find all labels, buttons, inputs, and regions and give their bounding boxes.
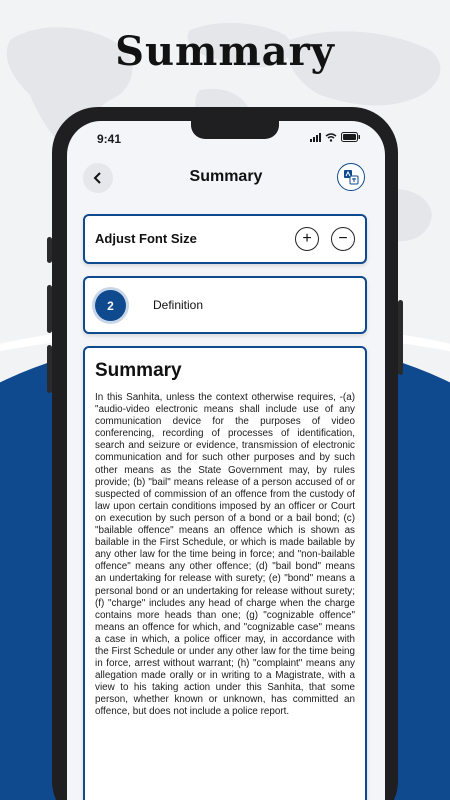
translate-icon bbox=[343, 169, 359, 185]
translate-button[interactable] bbox=[337, 163, 365, 191]
phone-side-button bbox=[47, 345, 52, 393]
promo-title: Summary bbox=[115, 28, 335, 75]
signal-icon bbox=[310, 133, 321, 142]
decrease-font-button[interactable] bbox=[331, 227, 355, 251]
phone-power-button bbox=[398, 300, 403, 375]
definition-card[interactable] bbox=[83, 276, 367, 334]
app-screen bbox=[67, 121, 385, 800]
section-title: Definition bbox=[153, 298, 204, 312]
top-bar bbox=[67, 163, 385, 203]
font-size-label: Adjust Font Size bbox=[95, 231, 197, 246]
summary-heading: Summary bbox=[95, 360, 182, 381]
increase-font-button[interactable] bbox=[295, 227, 319, 251]
status-time: 9:41 bbox=[97, 132, 122, 146]
phone-side-button bbox=[47, 285, 52, 333]
font-size-card bbox=[83, 214, 367, 264]
summary-card bbox=[83, 346, 367, 800]
battery-icon bbox=[341, 132, 361, 142]
minus-icon: − bbox=[338, 230, 348, 247]
phone-notch bbox=[191, 121, 279, 139]
phone-side-button bbox=[47, 237, 52, 263]
summary-body: In this Sanhita, unless the context otherwise requires, -(a) "audio-video electronic means shall include use of any communication device for the purposes of video conferencing, recording of processes of identification, search and seizure or evidence, transmission of electronic communication and for such other purposes and by such other means as the State Government may, by rules provide; (b) "bail" means release of a person accused of or suspected of commission of an offence from the custody of law upon certain conditions imposed by an officer or Court on execution by such person of a bond or a bail bond; (c) "bailable offence" means an offence which is shown as bailable in the First Schedule, or which is made bailable by any other law for the time being in force; and "non-bailable offence" means any other offence; (d) "bail bond" means an undertaking for release with surety; (e) "bond" means a personal bond or an undertaking for release without surety; (f) "charge" includes any head of charge when the charge contains more heads than one; (g) "cognizable offence" means an offence for which, and "cognizable case" means a case in which, a police officer may, in accordance with the First Schedule or under any other law for the time being in force, arrest without warrant; (h) "complaint" means any allegation made orally or in writing to a Magistrate, with a view to his taking action under this Sanhita, that some person, whether known or unknown, has committed an offence, but does not include a police report. bbox=[95, 392, 355, 718]
section-number-badge: 2 bbox=[95, 290, 126, 321]
plus-icon: + bbox=[302, 230, 312, 247]
status-icons bbox=[310, 132, 361, 142]
screen-title: Summary bbox=[189, 168, 263, 185]
wifi-icon bbox=[325, 133, 337, 142]
